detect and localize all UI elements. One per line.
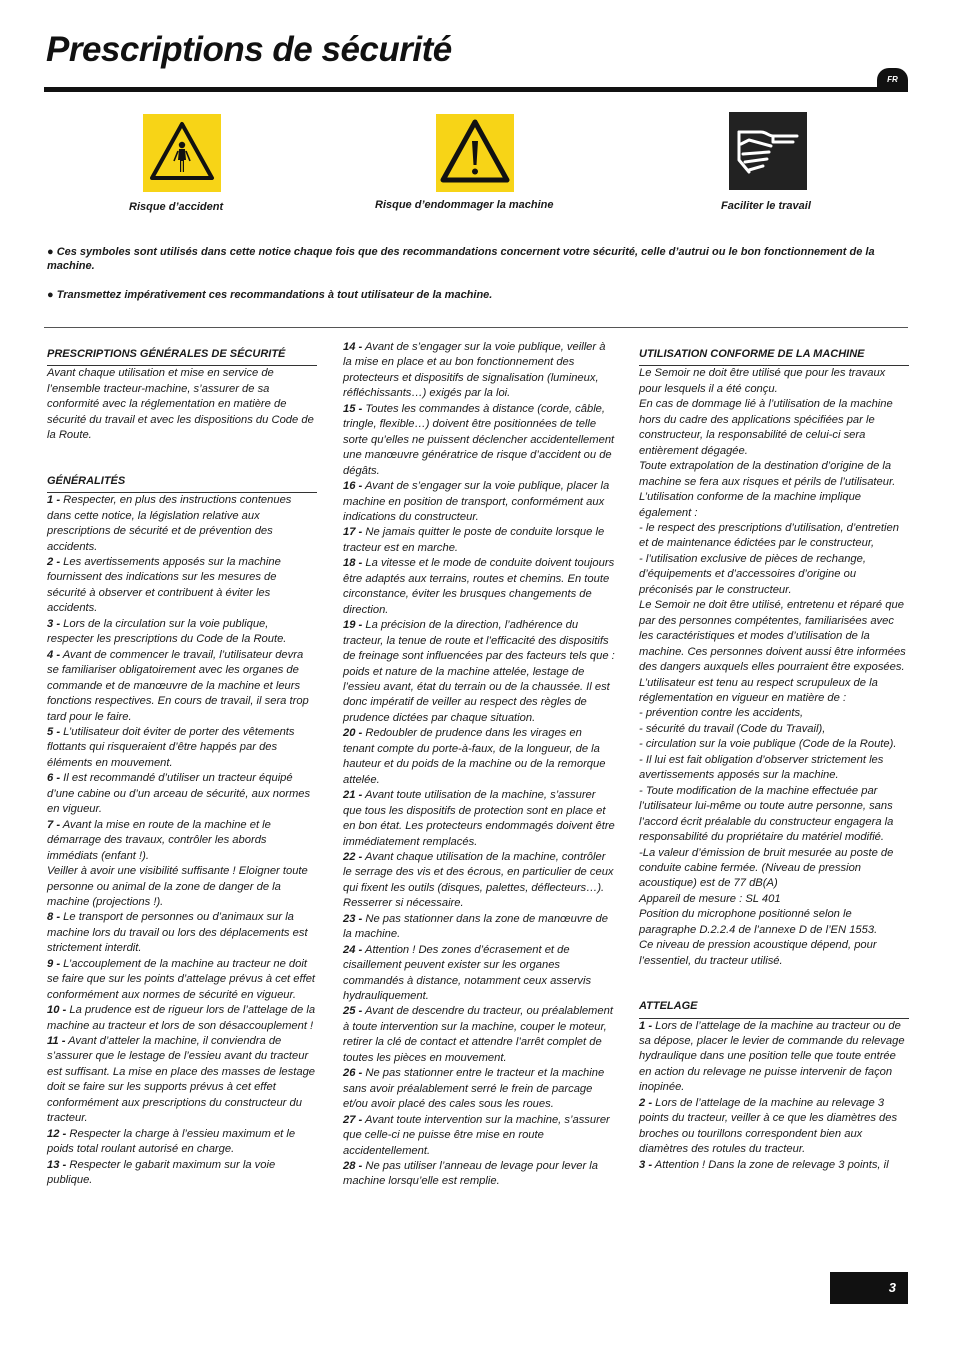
transmit-note: ● Transmettez impérativement ces recommandations à tout utilisateur de la machine.: [47, 289, 493, 301]
text-line: -La valeur d’émission de bruit mesurée au poste de conduite cabine fermée. (Niveau de pression acoustique) est de 77 dB(A): [639, 846, 894, 890]
text-line: L’utilisation conforme de la machine implique également :: [639, 491, 862, 519]
list-item: [343, 1066, 615, 1112]
page-number: 3: [830, 1272, 908, 1304]
hitching-list: [639, 1019, 909, 1174]
list-item: [47, 1158, 317, 1189]
item-number: 21 -: [343, 789, 363, 802]
item-number: 26 -: [343, 1067, 363, 1080]
item-number: 14 -: [343, 341, 363, 353]
item-number: 18 -: [343, 557, 363, 570]
list-item: [343, 525, 615, 556]
text-line: L’utilisateur est tenu au respect scrupuleux de la réglementation en vigueur en matière de :: [639, 676, 878, 704]
text-line: En cas de dommage lié à l’utilisation de la machine hors du cadre des applications spécifiées par le constructeur, la responsabilité de celui-ci sera entièrement dégagée.: [639, 398, 893, 457]
text-line: - sécurité du travail (Code du Travail),: [639, 722, 826, 735]
list-item: [343, 1113, 615, 1159]
generalities-list: [47, 493, 317, 1188]
list-item: [343, 943, 615, 1005]
item-text: Respecter, en plus des instructions contenues dans cette notice, la législation relative aux prescriptions de sécurité et de prévention des accidents.: [47, 494, 292, 553]
list-item: [47, 555, 317, 617]
item-number: 4 -: [47, 648, 61, 661]
column-safety-items: [343, 340, 615, 1190]
item-number: 25 -: [343, 1005, 363, 1018]
item-number: 17 -: [343, 526, 363, 539]
warning-person-icon: [143, 114, 221, 192]
item-number: 23 -: [343, 912, 363, 925]
item-text: La précision de la direction, l’adhérence du tracteur, la tenue de route et l’efficacité des dispositifs de freinage sont influencées par des facteurs tels que : poids et nature de la machine attelée, lestage de l’essieu avant, état du terrain ou de la chaussée. Il est donc impératif de veiller au respect des règles de prudence dictées par chaque situation.: [343, 619, 615, 724]
text-line: - Il lui est fait obligation d’observer strictement les avertissements apposés sur la machine.: [639, 753, 884, 782]
item-text: Respecter la charge à l’essieu maximum et le poids total roulant autorisé en charge.: [47, 1127, 296, 1156]
item-text: Avant d’atteler la machine, il conviendra de s’assurer que le lestage de l’essieu avant du tracteur est suffisant. La mise en place des masses de lestage doit se faire sur les supports prévus à cet effet conformément aux prescriptions du constructeur du tracteur.: [47, 1035, 316, 1125]
heading-conform-use: UTILISATION CONFORME DE LA MACHINE: [639, 347, 909, 366]
text-line: Position du microphone positionné selon le paragraphe D.2.2.4 de l’annexe D de l’EN 1553.: [639, 908, 878, 936]
text-line: Toute extrapolation de la destination d’origine de la machine se fera aux risques et périls de l’utilisateur.: [639, 460, 896, 488]
list-item: [47, 725, 317, 771]
text-line: - Toute modification de la machine effectuée par l’utilisateur lui-même ou toute autre personne, sans l’accord écrit préalable du constructeur engagera la responsabilité du propriétaire du matériel modifié.: [639, 784, 894, 844]
item-text: Avant toute utilisation de la machine, s’assurer que tous les dispositifs de protection sont en place et en bon état. Les protecteurs endommagés doivent être immédiatement remplacés.: [343, 789, 615, 848]
item-number: 3 -: [47, 617, 61, 630]
text-line: - prévention contre les accidents,: [639, 707, 804, 720]
heading-hitching: ATTELAGE: [639, 999, 909, 1018]
item-number: 22 -: [343, 850, 363, 863]
text-line: Le Semoir ne doit être utilisé, entretenu et réparé que par des personnes compétentes, familiarisées avec les caractéristiques et modes d’utilisation de la machine. Ces personnes doivent aussi être informées des dangers auxquels elles pourraient être exposées.: [639, 599, 906, 674]
item-number: 8 -: [47, 911, 61, 924]
list-item: [343, 788, 615, 850]
item-number: 5 -: [47, 725, 61, 738]
item-text: Avant de s’engager sur la voie publique, placer la machine en position de transport, conformément aux indications du constructeur.: [343, 480, 610, 523]
item-number: 1 -: [47, 494, 61, 507]
item-number: 11 -: [47, 1035, 66, 1048]
item-text: La vitesse et le mode de conduite doivent toujours être adaptés aux terrains, routes et chemins. En toute circonstance, éviter les brusques changements de direction.: [343, 557, 615, 616]
symbol-label-facilitate-work: Faciliter le travail: [721, 200, 811, 212]
list-item: [47, 771, 317, 817]
item-number: 12 -: [47, 1127, 67, 1140]
list-item: [47, 957, 317, 1003]
list-item: [343, 402, 615, 479]
item-text: Avant la mise en route de la machine et le démarrage des travaux, contrôler les abords immédiats (enfant !).: [47, 818, 271, 862]
list-item: [47, 493, 317, 555]
item-text: Lors de l’attelage de la machine au relevage 3 points du tracteur, veiller à ce que les diamètres des broches ou tourillons correspondent bien aux diamètres des rotules du tracteur.: [639, 1096, 898, 1156]
list-item: [47, 617, 317, 648]
list-item: [47, 818, 317, 864]
item-number: 20 -: [343, 727, 363, 740]
item-text: Avant de commencer le travail, l’utilisateur devra se familiariser obligatoirement avec les organes de commande et de manœuvre de la machine et leurs fonctions respectives. En cours de travail, il sera trop tard pour le faire.: [47, 648, 309, 723]
list-item: [343, 556, 615, 618]
item-number: 28 -: [343, 1160, 363, 1173]
symbol-label-machine-damage: Risque d’endommager la machine: [375, 199, 554, 211]
item-number: 1 -: [639, 1019, 653, 1032]
item-number: 9 -: [47, 957, 61, 970]
text-line: Appareil de mesure : SL 401: [639, 892, 781, 905]
item-text: Lors de l’attelage de la machine au tracteur ou de sa dépose, placer le levier de commande du relevage hydraulique dans une position telle que toute entrée en action du relevage ne puisse intervenir de façon inopinée.: [639, 1019, 905, 1094]
item-text: Avant de descendre du tracteur, ou préalablement à toute intervention sur la machine, couper le moteur, retirer la clé de contact et attendre l’arrêt complet de toutes les pièces en mouvement.: [343, 1005, 613, 1064]
list-item: [343, 912, 615, 943]
item-number: 19 -: [343, 619, 363, 632]
item-text: Attention ! Des zones d’écrasement et de cisaillement peuvent exister sur les organes commandés à distance, notamment ceux asservis hydrauliquement.: [343, 943, 592, 1003]
text-line: - circulation sur la voie publique (Code de la Route).: [639, 738, 897, 751]
title-rule: [44, 87, 908, 92]
item-text: Avant chaque utilisation de la machine, contrôler le serrage des vis et des écrous, en particulier de ceux qui fixent les outils (disques, palettes, déflecteurs…). Resserrer si nécessaire.: [343, 850, 614, 910]
item-text: Attention ! Dans la zone de relevage 3 points, il: [654, 1158, 889, 1171]
list-item: [343, 479, 615, 525]
item-text: L’accouplement de la machine au tracteur ne doit se faire que sur les points d’attelage prévus à cet effet conformément aux normes de sécurité en vigueur.: [47, 957, 316, 1001]
item-text: Il est recommandé d’utiliser un tracteur équipé d’une cabine ou d’un arceau de sécurité, aux normes en vigueur.: [47, 772, 311, 816]
list-item: [343, 850, 615, 912]
list-item: [343, 726, 615, 788]
list-item: [343, 1004, 615, 1066]
heading-general-safety: PRESCRIPTIONS GÉNÉRALES DE SÉCURITÉ: [47, 347, 317, 366]
item-text: Respecter le gabarit maximum sur la voie publique.: [47, 1158, 276, 1187]
item-text: Ne jamais quitter le poste de conduite lorsque le tracteur est en marche.: [343, 526, 605, 554]
page-title: Prescriptions de sécurité: [46, 30, 452, 69]
item-number: 10 -: [47, 1004, 67, 1017]
language-tab: FR: [877, 68, 908, 92]
text-line: - le respect des prescriptions d’utilisation, d’entretien et de maintenance édictées par le constructeur,: [639, 521, 899, 550]
item-text: Lors de la circulation sur la voie publique, respecter les prescriptions du Code de la Route.: [47, 617, 287, 646]
item-number: 27 -: [343, 1113, 363, 1126]
list-item: [47, 910, 317, 956]
text-line: - l’utilisation exclusive de pièces de rechange, d’équipements et d’accessoires d’origine ou préconisés par le constructeur.: [639, 552, 866, 596]
item-text: Ne pas stationner entre le tracteur et la machine sans avoir préalablement serré le frein de parcage et/ou avoir placé des cales sous les roues.: [343, 1067, 605, 1111]
item-text: Ne pas stationner dans la zone de manœuvre de la machine.: [343, 912, 608, 941]
item-text: Redoubler de prudence dans les virages en tenant compte du porte-à-faux, de la longueur, de la hauteur et du poids de la machine ou de la remorque attelée.: [343, 727, 606, 786]
item-text: Ne pas utiliser l’anneau de levage pour lever la machine lorsqu’elle est remplie.: [343, 1160, 598, 1188]
list-item: [343, 618, 615, 726]
general-safety-intro: Avant chaque utilisation et mise en service de l’ensemble tracteur-machine, s’assurer de sa conformité avec la réglementation en matière de sécurité du travail et avec les dispositions du Code de la Route.: [47, 367, 314, 442]
item-text: Les avertissements apposés sur la machine fournissent des indications sur les mesures de sécurité à observer et contribuent à éviter les accidents.: [47, 555, 281, 615]
warning-exclamation-icon: [436, 114, 514, 192]
item-number: 13 -: [47, 1158, 67, 1171]
item-text: Toutes les commandes à distance (corde, câble, tringle, flexible…) doivent être positionnées de telle sorte qu’elles ne puissent déclencher accidentellement une manœuvre génératrice de risque d’accident ou de dégâts.: [343, 402, 615, 477]
list-item: [343, 1159, 615, 1190]
heading-generalities: GÉNÉRALITÉS: [47, 474, 317, 493]
item-text: L’utilisateur doit éviter de porter des vêtements flottants qui risqueraient d’être happés par des éléments en mouvement.: [47, 725, 295, 769]
pointing-hand-icon: [729, 112, 807, 190]
item-number: 15 -: [343, 402, 363, 415]
item-number: 16 -: [343, 480, 363, 493]
list-item: [639, 1096, 909, 1158]
item-text: La prudence est de rigueur lors de l’attelage de la machine au tracteur et lors de son désaccouplement !: [47, 1004, 316, 1032]
column-general-safety: [47, 340, 317, 1189]
item-text: Avant toute intervention sur la machine, s’assurer que celle-ci ne puisse être mise en route accidentellement.: [343, 1113, 610, 1157]
item-number: 7 -: [47, 818, 61, 831]
list-item: [343, 340, 615, 402]
item-number: 2 -: [639, 1096, 653, 1109]
section-divider: [44, 327, 908, 328]
list-item: [47, 864, 317, 910]
list-item: [47, 1127, 317, 1158]
column-conform-use: [639, 340, 909, 1173]
list-item: [639, 1158, 909, 1173]
text-line: Le Semoir ne doit être utilisé que pour les travaux pour lesquels il a été conçu.: [639, 367, 886, 395]
list-item: [47, 1003, 317, 1034]
item-text: Le transport de personnes ou d’animaux sur la machine lors du travail ou lors des déplacements est strictement interdit.: [47, 911, 308, 955]
text-line: Ce niveau de pression acoustique dépend, pour l’essentiel, du tracteur utilisé.: [639, 939, 877, 967]
symbol-label-accident: Risque d’accident: [129, 201, 224, 213]
item-number: 3 -: [639, 1158, 653, 1171]
item-number: 2 -: [47, 555, 61, 568]
item-number: 6 -: [47, 772, 61, 785]
list-item: [47, 1034, 317, 1127]
list-item: [639, 1019, 909, 1096]
list-item: [47, 648, 317, 725]
safety-items-list: [343, 340, 615, 1190]
item-text: Avant de s’engager sur la voie publique, veiller à la mise en place et au bon fonctionnement des protecteurs et dispositifs de signalisation (lumineux, réfléchissants…) exigés par la loi.: [343, 341, 606, 400]
symbols-note: ● Ces symboles sont utilisés dans cette notice chaque fois que des recommandations concernent votre sécurité, celle d’autrui ou le bon fonctionnement de la machine.: [47, 246, 875, 272]
conform-use-text: [639, 366, 909, 969]
item-number: 24 -: [343, 943, 363, 956]
item-text: Veiller à avoir une visibilité suffisante ! Eloigner toute personne ou animal de la zone de danger de la machine (projections !).: [47, 865, 308, 908]
